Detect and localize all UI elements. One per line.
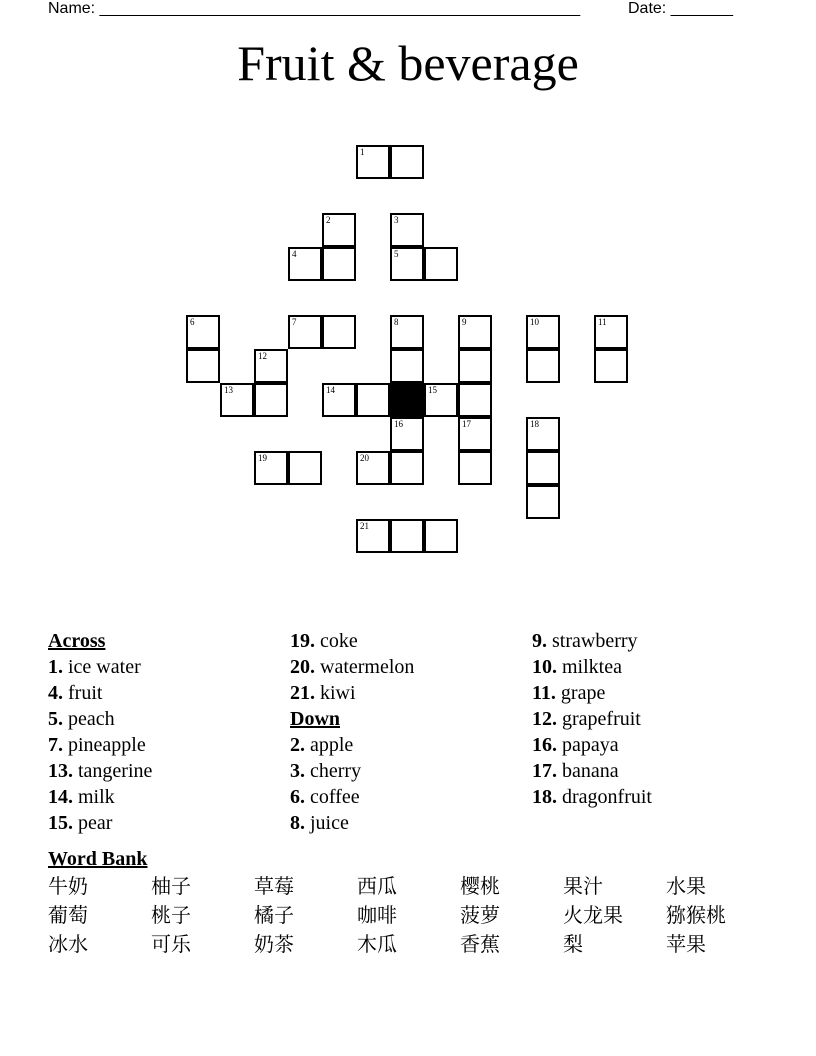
word-bank-word: 樱桃 xyxy=(460,874,500,898)
grid-cell[interactable] xyxy=(390,213,424,247)
clue-number: 21 xyxy=(360,521,369,531)
clue-item-number: 18. xyxy=(532,786,557,808)
grid-cell[interactable] xyxy=(458,349,492,383)
clue-number: 2 xyxy=(326,215,331,225)
grid-cell[interactable] xyxy=(356,145,390,179)
clue-number: 7 xyxy=(292,317,297,327)
clue-item-text: strawberry xyxy=(547,630,638,652)
clue-item-number: 7. xyxy=(48,734,63,756)
clue-item xyxy=(290,680,520,706)
clue-number: 4 xyxy=(292,249,297,259)
grid-cell[interactable] xyxy=(322,383,356,417)
grid-cell[interactable] xyxy=(220,383,254,417)
grid-cell[interactable] xyxy=(526,485,560,519)
clue-item-number: 19. xyxy=(290,630,315,652)
clue-item xyxy=(48,784,278,810)
clue-item-number: 10. xyxy=(532,656,557,678)
grid-cell[interactable] xyxy=(288,451,322,485)
grid-cell[interactable] xyxy=(424,247,458,281)
clue-item xyxy=(532,628,762,654)
name-field-label: Name: ______________________________________________________ xyxy=(48,0,581,17)
word-bank-word: 柚子 xyxy=(151,874,191,898)
clue-item-number: 1. xyxy=(48,656,63,678)
clue-number: 11 xyxy=(598,317,607,327)
clue-item-text: apple xyxy=(305,734,354,756)
clue-item xyxy=(532,680,762,706)
word-bank-word: 菠萝 xyxy=(460,903,500,927)
clue-number: 12 xyxy=(258,351,267,361)
clue-item-number: 20. xyxy=(290,656,315,678)
clue-item xyxy=(290,758,520,784)
down-clues-list xyxy=(290,732,520,836)
date-field-label: Date: _______ xyxy=(628,0,733,17)
grid-cell[interactable] xyxy=(390,247,424,281)
clue-item xyxy=(48,654,278,680)
clue-item-text: kiwi xyxy=(315,682,356,704)
word-bank-word: 西瓜 xyxy=(357,874,397,898)
across-clues-list xyxy=(48,654,278,836)
clue-item xyxy=(532,784,762,810)
clue-item xyxy=(290,654,520,680)
word-bank-word: 香蕉 xyxy=(460,932,500,956)
clue-item-text: coke xyxy=(315,630,358,652)
clue-number: 20 xyxy=(360,453,369,463)
grid-cell[interactable] xyxy=(322,213,356,247)
grid-cell[interactable] xyxy=(356,451,390,485)
clue-item-text: grapefruit xyxy=(557,708,641,730)
word-bank-word: 梨 xyxy=(563,932,583,956)
page-title: Fruit & beverage xyxy=(237,35,579,91)
clue-number: 5 xyxy=(394,249,399,259)
clue-item-text: pear xyxy=(73,812,113,834)
clues-column-3 xyxy=(532,628,762,810)
grid-cell[interactable] xyxy=(356,383,390,417)
clue-item-text: milk xyxy=(73,786,115,808)
down-clues-list-continued xyxy=(532,628,762,810)
clue-item-text: grape xyxy=(555,682,606,704)
word-bank-word: 苹果 xyxy=(666,932,706,956)
clue-item-text: ice water xyxy=(63,656,141,678)
clue-item-number: 4. xyxy=(48,682,63,704)
grid-cell[interactable] xyxy=(356,519,390,553)
grid-cell[interactable] xyxy=(390,519,424,553)
clue-item-number: 21. xyxy=(290,682,315,704)
clue-item-number: 17. xyxy=(532,760,557,782)
clue-item xyxy=(290,784,520,810)
grid-block-cell xyxy=(390,383,424,417)
clue-number: 19 xyxy=(258,453,267,463)
clue-number: 17 xyxy=(462,419,471,429)
clues-column-2 xyxy=(290,628,520,836)
clue-item-number: 6. xyxy=(290,786,305,808)
clue-item-text: pineapple xyxy=(63,734,146,756)
word-bank-word: 水果 xyxy=(666,874,706,898)
word-bank-word: 咖啡 xyxy=(357,903,397,927)
grid-cell[interactable] xyxy=(526,451,560,485)
grid-cell[interactable] xyxy=(526,315,560,349)
clues-column-1 xyxy=(48,628,278,836)
clue-number: 14 xyxy=(326,385,335,395)
clue-item-number: 8. xyxy=(290,812,305,834)
word-bank-word: 火龙果 xyxy=(563,903,623,927)
clue-item-text: tangerine xyxy=(73,760,153,782)
word-bank-word: 木瓜 xyxy=(357,932,397,956)
word-bank-word: 果汁 xyxy=(563,874,603,898)
grid-cell[interactable] xyxy=(458,417,492,451)
word-bank-word: 葡萄 xyxy=(48,903,88,927)
grid-cell[interactable] xyxy=(186,349,220,383)
clue-item xyxy=(532,654,762,680)
clue-number: 10 xyxy=(530,317,539,327)
word-bank-grid xyxy=(48,872,768,959)
clue-item-text: milktea xyxy=(557,656,622,678)
clue-number: 13 xyxy=(224,385,233,395)
grid-cell[interactable] xyxy=(390,349,424,383)
grid-cell[interactable] xyxy=(526,417,560,451)
grid-cell[interactable] xyxy=(322,315,356,349)
clue-item xyxy=(532,732,762,758)
word-bank-word: 牛奶 xyxy=(48,874,88,898)
grid-cell[interactable] xyxy=(594,315,628,349)
down-heading: Down xyxy=(290,708,341,730)
clue-item-number: 11. xyxy=(532,682,556,704)
clue-number: 8 xyxy=(394,317,399,327)
clue-number: 6 xyxy=(190,317,195,327)
across-heading: Across xyxy=(48,630,106,652)
word-bank-word: 草莓 xyxy=(254,874,294,898)
clue-number: 15 xyxy=(428,385,437,395)
grid-cell[interactable] xyxy=(288,315,322,349)
clue-item-text: watermelon xyxy=(315,656,415,678)
grid-cell[interactable] xyxy=(254,349,288,383)
clue-number: 9 xyxy=(462,317,467,327)
grid-cell[interactable] xyxy=(390,417,424,451)
grid-cell[interactable] xyxy=(390,315,424,349)
clue-item xyxy=(290,810,520,836)
grid-cell[interactable] xyxy=(288,247,322,281)
word-bank xyxy=(48,846,768,959)
word-bank-word: 橘子 xyxy=(254,903,294,927)
clue-item xyxy=(290,732,520,758)
word-bank-title: Word Bank xyxy=(48,848,148,870)
word-bank-word: 可乐 xyxy=(151,932,191,956)
clue-item-number: 9. xyxy=(532,630,547,652)
clue-item-number: 14. xyxy=(48,786,73,808)
grid-cell[interactable] xyxy=(526,349,560,383)
clue-item-text: cherry xyxy=(305,760,362,782)
clue-item xyxy=(290,628,520,654)
grid-cell[interactable] xyxy=(458,383,492,417)
grid-cell[interactable] xyxy=(594,349,628,383)
grid-cell[interactable] xyxy=(424,383,458,417)
across-clues-list-continued xyxy=(290,628,520,706)
clue-item-number: 12. xyxy=(532,708,557,730)
clue-item-number: 13. xyxy=(48,760,73,782)
clue-item xyxy=(48,732,278,758)
grid-cell[interactable] xyxy=(186,315,220,349)
grid-cell[interactable] xyxy=(424,519,458,553)
word-bank-word: 桃子 xyxy=(151,903,191,927)
word-bank-word: 猕猴桃 xyxy=(666,903,726,927)
grid-cell[interactable] xyxy=(458,315,492,349)
clue-number: 18 xyxy=(530,419,539,429)
clue-item xyxy=(532,758,762,784)
clue-number: 1 xyxy=(360,147,365,157)
grid-cell[interactable] xyxy=(322,247,356,281)
grid-cell[interactable] xyxy=(458,451,492,485)
word-bank-word: 奶茶 xyxy=(254,932,294,956)
grid-cell[interactable] xyxy=(254,451,288,485)
grid-cell[interactable] xyxy=(390,451,424,485)
clue-item-text: banana xyxy=(557,760,619,782)
grid-cell[interactable] xyxy=(254,383,288,417)
clue-item-text: juice xyxy=(305,812,349,834)
clue-item-text: coffee xyxy=(305,786,360,808)
clue-item xyxy=(48,706,278,732)
clue-item-text: dragonfruit xyxy=(557,786,652,808)
clue-item-text: fruit xyxy=(63,682,103,704)
clue-item xyxy=(532,706,762,732)
grid-cell[interactable] xyxy=(390,145,424,179)
clue-item xyxy=(48,810,278,836)
clue-item-number: 16. xyxy=(532,734,557,756)
clue-item-text: papaya xyxy=(557,734,619,756)
clue-item-text: peach xyxy=(63,708,115,730)
clue-item-number: 3. xyxy=(290,760,305,782)
word-bank-word: 冰水 xyxy=(48,932,88,956)
clue-number: 3 xyxy=(394,215,399,225)
clue-item-number: 15. xyxy=(48,812,73,834)
clue-item xyxy=(48,758,278,784)
clue-item-number: 2. xyxy=(290,734,305,756)
clue-number: 16 xyxy=(394,419,403,429)
clue-item xyxy=(48,680,278,706)
clue-item-number: 5. xyxy=(48,708,63,730)
